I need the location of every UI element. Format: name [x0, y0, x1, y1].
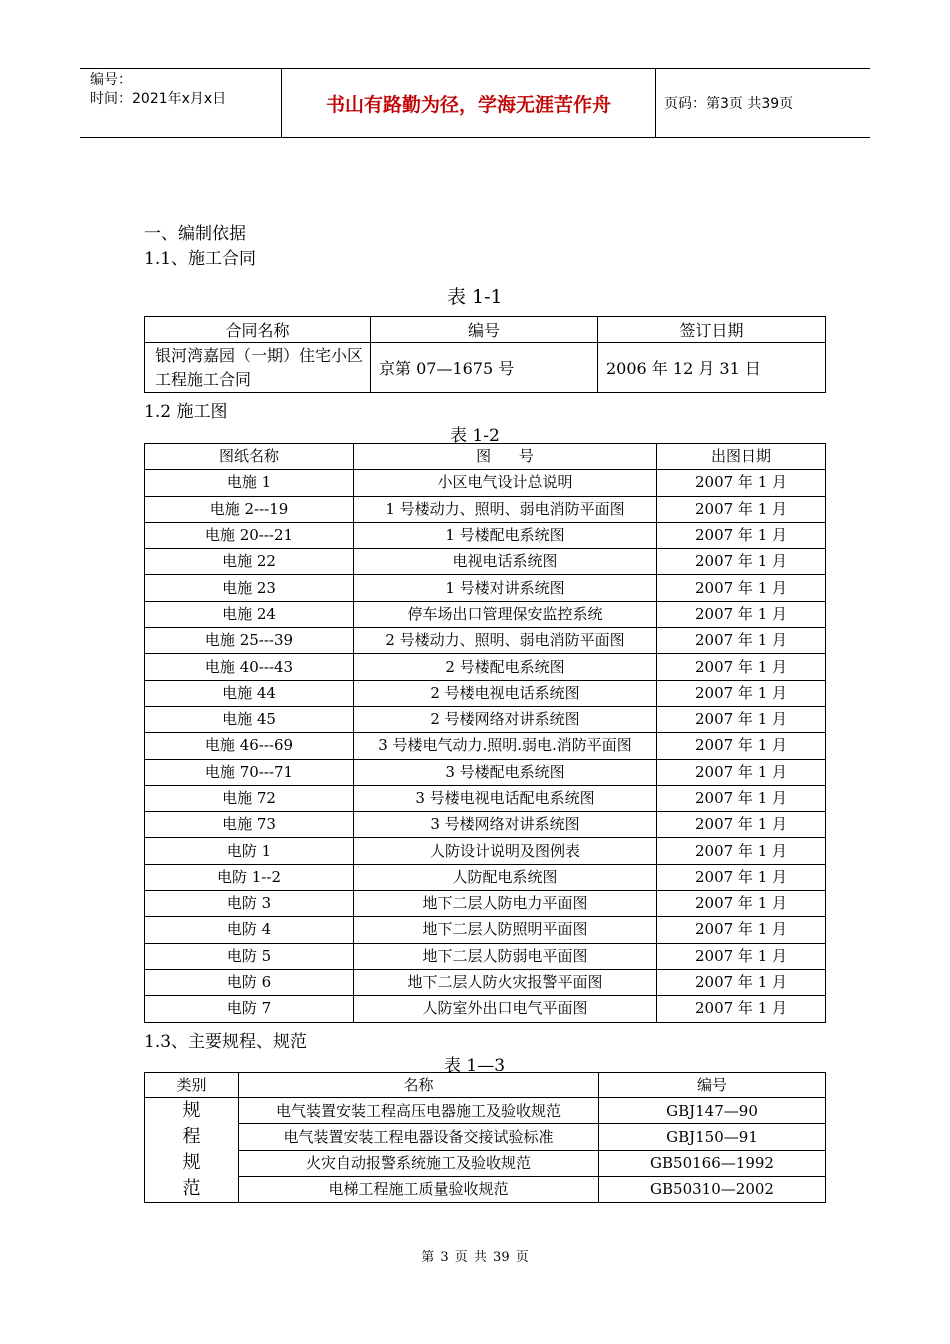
drawing-title-cell: 人防设计说明及图例表 — [354, 838, 657, 864]
standard-code-cell: GB50310—2002 — [599, 1176, 826, 1202]
subsection-1-1-title: 1.1、施工合同 — [144, 249, 257, 269]
drawing-date-cell: 2007 年 1 月 — [657, 733, 826, 759]
drawing-title-cell: 1 号楼动力、照明、弱电消防平面图 — [354, 496, 657, 522]
drawing-id-cell: 电施 72 — [145, 785, 354, 811]
drawing-title-cell: 小区电气设计总说明 — [354, 470, 657, 496]
table-row — [145, 343, 826, 393]
table-row — [145, 496, 826, 522]
drawing-id-cell: 电防 4 — [145, 917, 354, 943]
table-row — [145, 1098, 826, 1124]
drawing-title-cell: 地下二层人防照明平面图 — [354, 917, 657, 943]
column-header: 编号 — [599, 1073, 826, 1098]
drawing-id-cell: 电施 73 — [145, 812, 354, 838]
drawing-id-cell: 电防 7 — [145, 996, 354, 1022]
drawing-title-cell: 1 号楼配电系统图 — [354, 522, 657, 548]
column-header: 类别 — [145, 1073, 239, 1098]
column-header: 图 号 — [354, 444, 657, 470]
drawing-id-cell: 电防 3 — [145, 891, 354, 917]
page-footer: 第 3 页 共 39 页 — [421, 1250, 529, 1265]
drawing-date-cell: 2007 年 1 月 — [657, 470, 826, 496]
drawing-title-cell: 人防配电系统图 — [354, 864, 657, 890]
drawing-title-cell: 2 号楼动力、照明、弱电消防平面图 — [354, 628, 657, 654]
drawing-date-cell: 2007 年 1 月 — [657, 785, 826, 811]
drawing-id-cell: 电施 2---19 — [145, 496, 354, 522]
drawing-title-cell: 人防室外出口电气平面图 — [354, 996, 657, 1022]
table-row — [145, 549, 826, 575]
drawing-date-cell: 2007 年 1 月 — [657, 628, 826, 654]
drawing-date-cell: 2007 年 1 月 — [657, 838, 826, 864]
drawing-date-cell: 2007 年 1 月 — [657, 601, 826, 627]
column-header: 编号 — [371, 317, 598, 343]
column-header: 合同名称 — [145, 317, 371, 343]
drawing-title-cell: 3 号楼电气动力.照明.弱电.消防平面图 — [354, 733, 657, 759]
drawing-id-cell: 电施 25---39 — [145, 628, 354, 654]
table-row — [145, 864, 826, 890]
standards-table — [144, 1072, 826, 1203]
table-row — [145, 470, 826, 496]
table-row — [145, 943, 826, 969]
drawing-title-cell: 3 号楼电视电话配电系统图 — [354, 785, 657, 811]
table-row — [145, 891, 826, 917]
page-header — [80, 68, 870, 138]
contract-number-cell: 京第 07—1675 号 — [371, 343, 598, 393]
table-row — [145, 733, 826, 759]
drawing-date-cell: 2007 年 1 月 — [657, 969, 826, 995]
drawing-id-cell: 电施 70---71 — [145, 759, 354, 785]
contract-name-cell: 银河湾嘉园（一期）住宅小区工程施工合同 — [145, 343, 371, 393]
table-1-3-caption: 表 1—3 — [444, 1056, 506, 1076]
standard-code-cell: GBJ147—90 — [599, 1098, 826, 1124]
column-header: 签订日期 — [598, 317, 826, 343]
standard-code-cell: GBJ150—91 — [599, 1124, 826, 1150]
table-row — [145, 654, 826, 680]
drawing-date-cell: 2007 年 1 月 — [657, 917, 826, 943]
drawing-date-cell: 2007 年 1 月 — [657, 575, 826, 601]
table-row — [145, 680, 826, 706]
drawing-date-cell: 2007 年 1 月 — [657, 706, 826, 732]
drawing-date-cell: 2007 年 1 月 — [657, 759, 826, 785]
category-label: 规程规范 — [182, 1100, 201, 1199]
table-row — [145, 838, 826, 864]
table-row — [145, 706, 826, 732]
drawing-title-cell: 停车场出口管理保安监控系统 — [354, 601, 657, 627]
table-row — [145, 812, 826, 838]
drawing-title-cell: 2 号楼电视电话系统图 — [354, 680, 657, 706]
contract-table — [144, 316, 826, 393]
table-row — [145, 917, 826, 943]
drawing-id-cell: 电施 22 — [145, 549, 354, 575]
drawing-id-cell: 电防 5 — [145, 943, 354, 969]
drawing-title-cell: 电视电话系统图 — [354, 549, 657, 575]
subsection-1-2-title: 1.2 施工图 — [144, 402, 228, 422]
drawing-title-cell: 地下二层人防电力平面图 — [354, 891, 657, 917]
table-row — [145, 1176, 826, 1202]
standard-code-cell: GB50166—1992 — [599, 1150, 826, 1176]
drawing-date-cell: 2007 年 1 月 — [657, 522, 826, 548]
drawing-date-cell: 2007 年 1 月 — [657, 654, 826, 680]
standard-name-cell: 火灾自动报警系统施工及验收规范 — [239, 1150, 599, 1176]
drawing-id-cell: 电施 45 — [145, 706, 354, 732]
drawing-title-cell: 地下二层人防火灾报警平面图 — [354, 969, 657, 995]
contract-date-cell: 2006 年 12 月 31 日 — [598, 343, 826, 393]
standard-name-cell: 电气装置安装工程电器设备交接试验标准 — [239, 1124, 599, 1150]
table-row — [145, 1124, 826, 1150]
drawing-date-cell: 2007 年 1 月 — [657, 680, 826, 706]
drawing-date-cell: 2007 年 1 月 — [657, 549, 826, 575]
table-1-2-caption: 表 1-2 — [450, 426, 500, 446]
table-row — [145, 1150, 826, 1176]
standard-name-cell: 电梯工程施工质量验收规范 — [239, 1176, 599, 1202]
header-code-label: 编号： — [90, 72, 132, 88]
table-1-1-caption: 表 1-1 — [447, 286, 503, 308]
drawing-title-cell: 2 号楼配电系统图 — [354, 654, 657, 680]
column-header: 图纸名称 — [145, 444, 354, 470]
drawing-id-cell: 电施 23 — [145, 575, 354, 601]
header-meta — [80, 69, 282, 137]
table-row — [145, 628, 826, 654]
table-row — [145, 522, 826, 548]
table-row — [145, 996, 826, 1022]
drawing-id-cell: 电防 1 — [145, 838, 354, 864]
column-header: 出图日期 — [657, 444, 826, 470]
table-header-row — [145, 317, 826, 343]
column-header: 名称 — [239, 1073, 599, 1098]
drawing-title-cell: 地下二层人防弱电平面图 — [354, 943, 657, 969]
table-row — [145, 969, 826, 995]
drawing-title-cell: 2 号楼网络对讲系统图 — [354, 706, 657, 732]
drawing-title-cell: 3 号楼网络对讲系统图 — [354, 812, 657, 838]
drawing-title-cell: 3 号楼配电系统图 — [354, 759, 657, 785]
table-row — [145, 785, 826, 811]
table-row — [145, 601, 826, 627]
drawing-id-cell: 电施 40---43 — [145, 654, 354, 680]
drawing-id-cell: 电施 1 — [145, 470, 354, 496]
drawing-id-cell: 电防 6 — [145, 969, 354, 995]
drawing-date-cell: 2007 年 1 月 — [657, 496, 826, 522]
drawing-date-cell: 2007 年 1 月 — [657, 891, 826, 917]
table-header-row — [145, 1073, 826, 1098]
header-motto: 书山有路勤为径，学海无涯苦作舟 — [282, 69, 656, 137]
table-row — [145, 759, 826, 785]
drawing-title-cell: 1 号楼对讲系统图 — [354, 575, 657, 601]
drawing-id-cell: 电施 44 — [145, 680, 354, 706]
drawing-id-cell: 电防 1--2 — [145, 864, 354, 890]
drawing-id-cell: 电施 46---69 — [145, 733, 354, 759]
table-header-row — [145, 444, 826, 470]
header-page-info: 页码：第3页 共39页 — [664, 96, 794, 112]
category-cell — [145, 1098, 239, 1203]
drawing-date-cell: 2007 年 1 月 — [657, 943, 826, 969]
drawing-id-cell: 电施 20---21 — [145, 522, 354, 548]
drawing-date-cell: 2007 年 1 月 — [657, 812, 826, 838]
drawings-table — [144, 443, 826, 1023]
subsection-1-3-title: 1.3、主要规程、规范 — [144, 1032, 308, 1052]
header-date-label: 时间：2021年x月x日 — [90, 91, 227, 107]
standard-name-cell: 电气装置安装工程高压电器施工及验收规范 — [239, 1098, 599, 1124]
section-title: 一、编制依据 — [144, 224, 246, 244]
drawing-date-cell: 2007 年 1 月 — [657, 996, 826, 1022]
table-row — [145, 575, 826, 601]
drawing-date-cell: 2007 年 1 月 — [657, 864, 826, 890]
drawing-id-cell: 电施 24 — [145, 601, 354, 627]
